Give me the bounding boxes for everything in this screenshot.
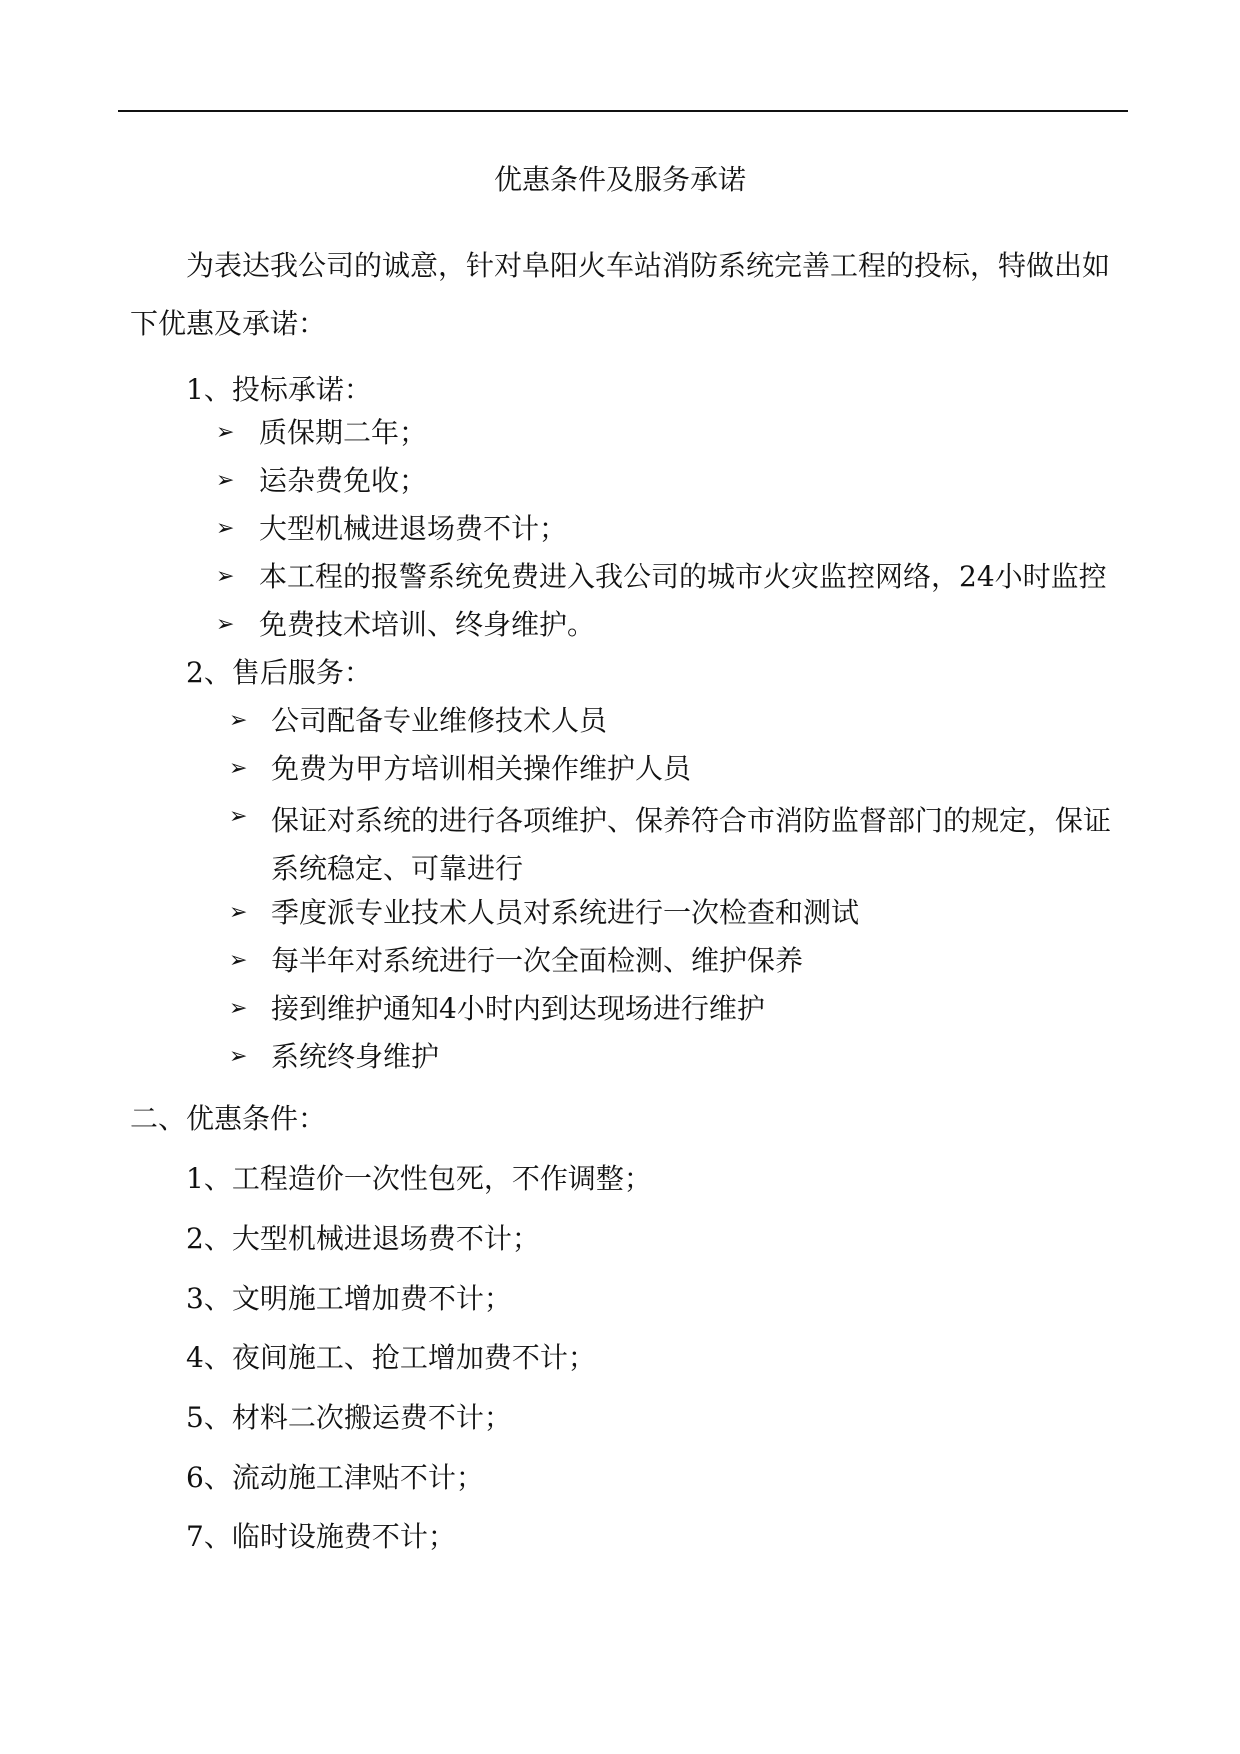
condition-item: 7、临时设施费不计； bbox=[186, 1520, 456, 1553]
bullet-arrow-icon: ➢ bbox=[216, 420, 235, 445]
service-item: 保证对系统的进行各项维护、保养符合市消防监督部门的规定，保证系统稳定、可靠进行 bbox=[271, 804, 1112, 885]
condition-item: 1、工程造价一次性包死，不作调整； bbox=[186, 1162, 652, 1195]
bid-commitment-heading: 1、投标承诺： bbox=[186, 373, 372, 406]
header-rule bbox=[118, 110, 1128, 112]
bullet-arrow-icon: ➢ bbox=[216, 612, 235, 637]
service-item: 系统终身维护 bbox=[271, 1040, 440, 1073]
bullet-arrow-icon: ➢ bbox=[229, 948, 248, 973]
bullet-arrow-icon: ➢ bbox=[229, 900, 248, 925]
document-title: 优惠条件及服务承诺 bbox=[493, 163, 746, 196]
bullet-arrow-icon: ➢ bbox=[216, 468, 235, 493]
service-item: 公司配备专业维修技术人员 bbox=[271, 704, 608, 737]
condition-item: 6、流动施工津贴不计； bbox=[186, 1461, 484, 1494]
bullet-arrow-icon: ➢ bbox=[229, 996, 248, 1021]
condition-item: 4、夜间施工、抢工增加费不计； bbox=[186, 1341, 596, 1374]
intro-paragraph: 为表达我公司的诚意，针对阜阳火车站消防系统完善工程的投标，特做出如下优惠及承诺： bbox=[130, 249, 1111, 340]
bid-item: 运杂费免收； bbox=[259, 464, 428, 497]
bullet-arrow-icon: ➢ bbox=[229, 804, 248, 829]
service-item: 每半年对系统进行一次全面检测、维护保养 bbox=[271, 944, 804, 977]
preferential-conditions-heading: 二、优惠条件： bbox=[130, 1102, 327, 1135]
condition-item: 3、文明施工增加费不计； bbox=[186, 1282, 512, 1315]
bullet-arrow-icon: ➢ bbox=[216, 564, 235, 589]
bullet-arrow-icon: ➢ bbox=[216, 516, 235, 541]
bullet-arrow-icon: ➢ bbox=[229, 1044, 248, 1069]
bid-item: 大型机械进退场费不计； bbox=[259, 512, 568, 545]
bid-item: 本工程的报警系统免费进入我公司的城市火灾监控网络，24小时监控 bbox=[259, 560, 1107, 593]
bullet-arrow-icon: ➢ bbox=[229, 756, 248, 781]
after-sales-heading: 2、售后服务： bbox=[186, 656, 372, 689]
bid-item: 质保期二年； bbox=[259, 416, 428, 449]
service-item: 免费为甲方培训相关操作维护人员 bbox=[271, 752, 692, 785]
condition-item: 2、大型机械进退场费不计； bbox=[186, 1222, 540, 1255]
bid-item: 免费技术培训、终身维护。 bbox=[259, 608, 596, 641]
condition-item: 5、材料二次搬运费不计； bbox=[186, 1401, 512, 1434]
service-item: 季度派专业技术人员对系统进行一次检查和测试 bbox=[271, 896, 860, 929]
service-item: 接到维护通知4小时内到达现场进行维护 bbox=[271, 992, 765, 1025]
bullet-arrow-icon: ➢ bbox=[229, 708, 248, 733]
